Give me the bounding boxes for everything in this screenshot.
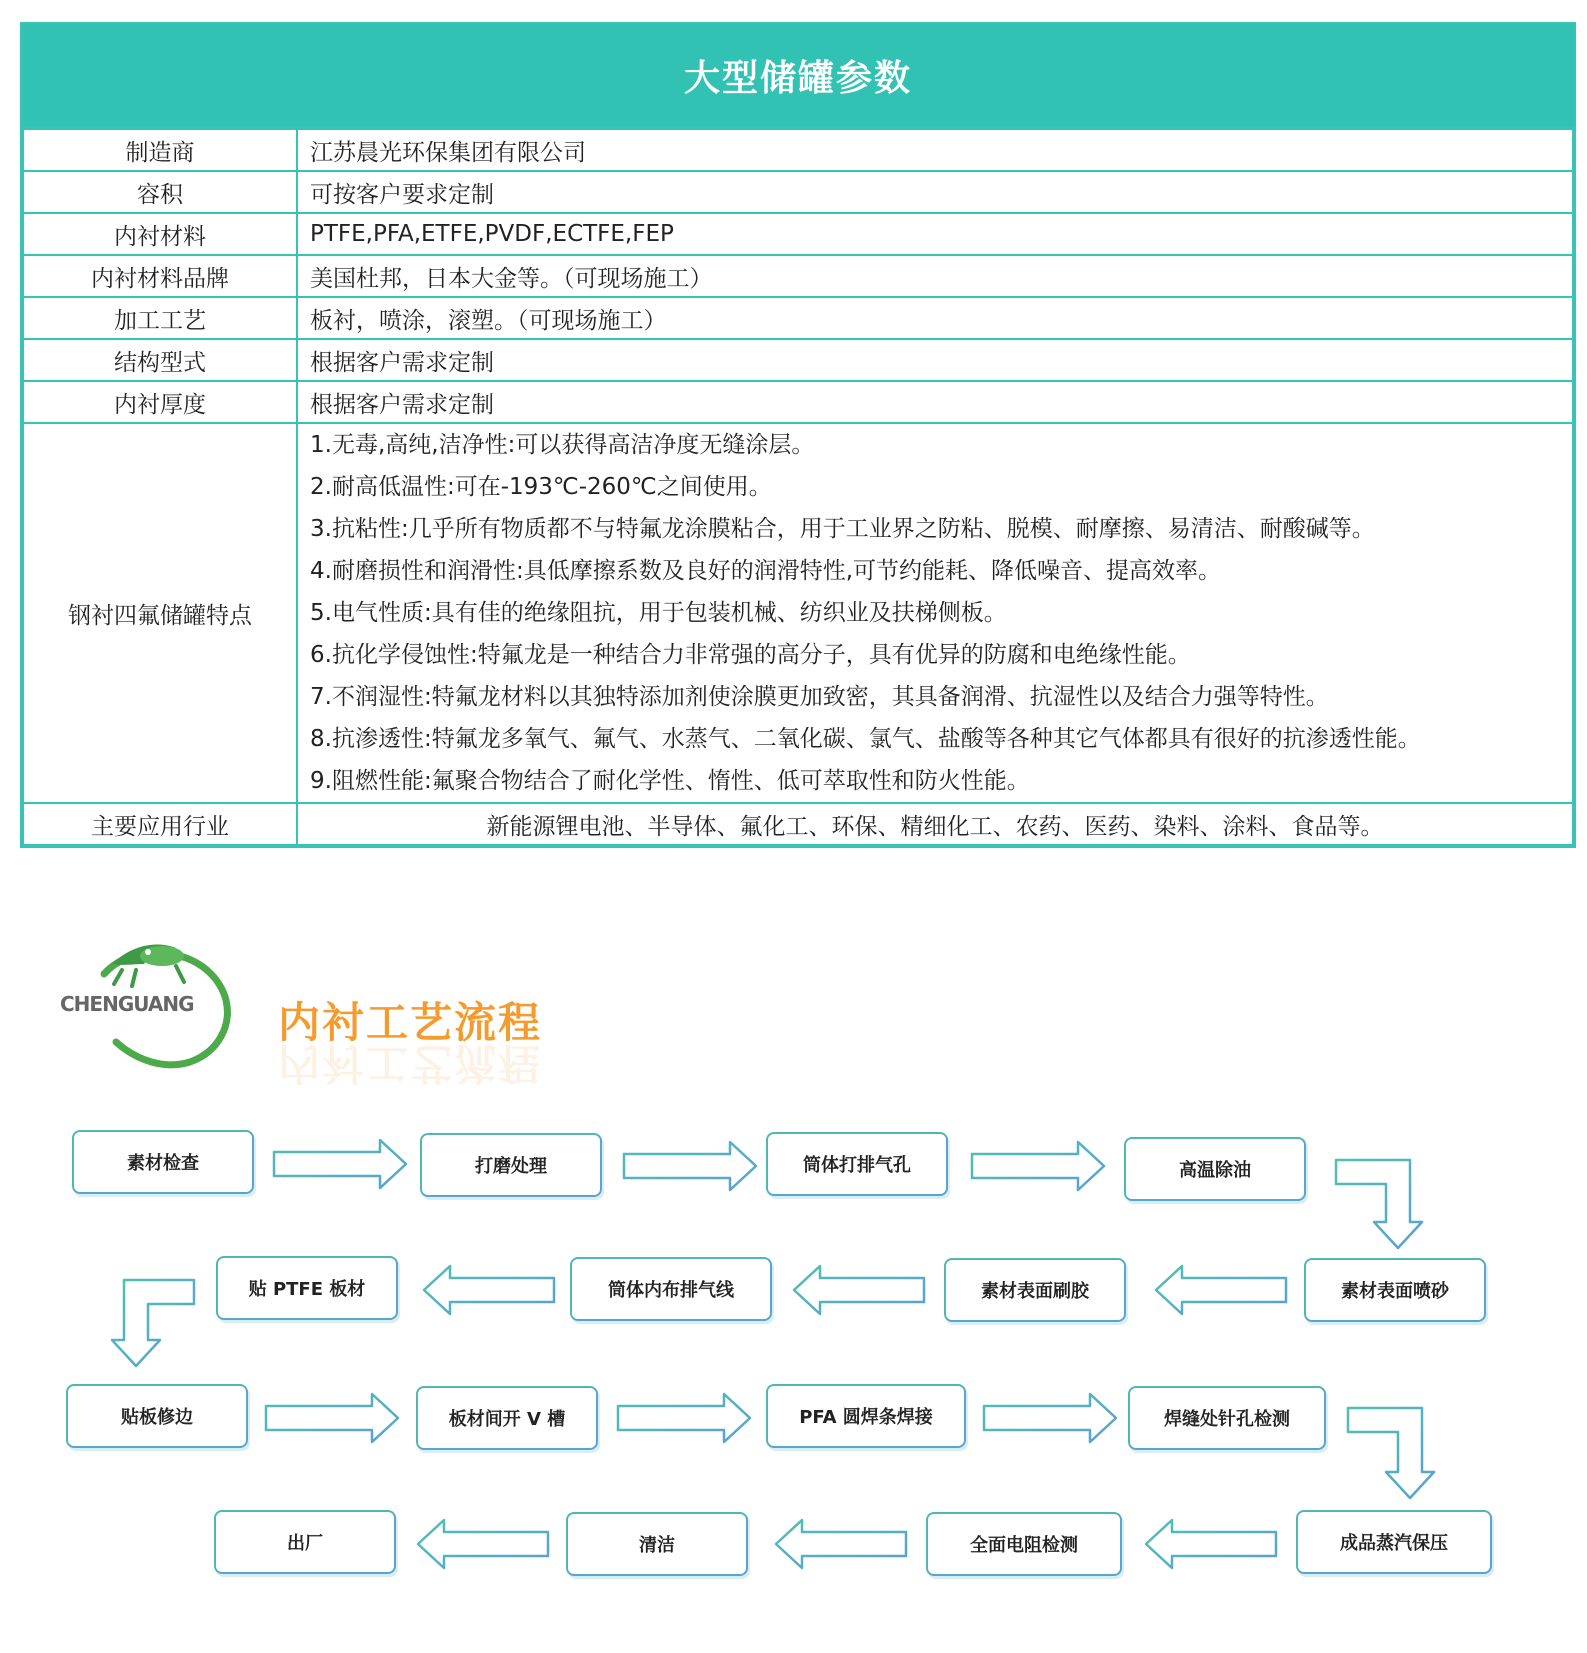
row-key: 制造商 xyxy=(23,129,297,172)
flow-step: 打磨处理 xyxy=(420,1133,602,1197)
arrow-left-icon xyxy=(424,1266,554,1314)
row-value: 根据客户需求定制 xyxy=(297,339,1573,381)
row-value: 根据客户需求定制 xyxy=(297,381,1573,423)
features-key: 钢衬四氟储罐特点 xyxy=(23,423,297,803)
row-key: 容积 xyxy=(23,171,297,213)
arrow-right-icon xyxy=(274,1140,406,1188)
feature-item: 6.抗化学侵蚀性:特氟龙是一种结合力非常强的高分子，具有优异的防腐和电绝缘性能。 xyxy=(310,642,1191,668)
feature-item: 4.耐磨损性和润滑性:具低摩擦系数及良好的润滑特性,可节约能耗、降低噪音、提高效率。 xyxy=(310,558,1222,584)
feature-item: 9.阻燃性能:氟聚合物结合了耐化学性、惰性、低可萃取性和防火性能。 xyxy=(310,768,1030,794)
arrow-down-icon xyxy=(112,1280,194,1366)
feature-item: 5.电气性质:具有佳的绝缘阻抗，用于包装机械、纺织业及扶梯侧板。 xyxy=(310,600,1007,626)
spec-table-title: 大型储罐参数 xyxy=(22,24,1574,127)
arrow-left-icon xyxy=(1146,1520,1276,1568)
flow-step: PFA 圆焊条焊接 xyxy=(766,1384,966,1448)
arrow-down-icon xyxy=(1348,1408,1434,1498)
arrow-left-icon xyxy=(776,1520,906,1568)
arrow-left-icon xyxy=(1156,1266,1286,1314)
row-key: 内衬厚度 xyxy=(23,381,297,423)
flow-step: 贴板修边 xyxy=(66,1384,248,1448)
row-value: 江苏晨光环保集团有限公司 xyxy=(297,129,1573,172)
flow-step: 筒体内布排气线 xyxy=(570,1257,772,1321)
feature-item: 1.无毒,高纯,洁净性:可以获得高洁净度无缝涂层。 xyxy=(310,432,815,458)
arrow-down-icon xyxy=(1336,1160,1422,1248)
flow-step: 板材间开 V 槽 xyxy=(416,1386,598,1450)
row-value: 可按客户要求定制 xyxy=(297,171,1573,213)
row-value: 美国杜邦，日本大金等。（可现场施工） xyxy=(297,255,1573,297)
feature-item: 3.抗粘性:几乎所有物质都不与特氟龙涂膜粘合，用于工业界之防粘、脱模、耐摩擦、易清洁、耐酸碱等。 xyxy=(310,516,1375,542)
arrow-left-icon xyxy=(418,1520,548,1568)
row-key: 内衬材料品牌 xyxy=(23,255,297,297)
feature-item: 7.不润湿性:特氟龙材料以其独特添加剂使涂膜更加致密，其具备润滑、抗湿性以及结合力强等特性。 xyxy=(310,684,1329,710)
flow-step: 素材表面喷砂 xyxy=(1304,1258,1486,1322)
industry-value: 新能源锂电池、半导体、氟化工、环保、精细化工、农药、医药、染料、涂料、食品等。 xyxy=(297,803,1573,845)
flow-step: 素材表面刷胶 xyxy=(944,1258,1126,1322)
row-value: 板衬，喷涂，滚塑。（可现场施工） xyxy=(297,297,1573,339)
feature-item: 8.抗渗透性:特氟龙多氧气、氟气、水蒸气、二氧化碳、氯气、盐酸等各种其它气体都具有很好的抗渗透性能。 xyxy=(310,726,1421,752)
arrow-right-icon xyxy=(972,1142,1104,1190)
flow-step: 素材检查 xyxy=(72,1130,254,1194)
flow-title-reflection: 内衬工艺流程 xyxy=(278,1039,543,1088)
flow-step: 贴 PTFE 板材 xyxy=(216,1256,398,1320)
logo-text: CHENGUANG xyxy=(60,992,194,1016)
flow-step: 成品蒸汽保压 xyxy=(1296,1510,1492,1574)
feature-item: 2.耐高低温性:可在-193℃-260℃之间使用。 xyxy=(310,474,772,500)
arrow-right-icon xyxy=(984,1394,1116,1442)
row-key: 加工工艺 xyxy=(23,297,297,339)
arrow-right-icon xyxy=(618,1394,750,1442)
flow-step: 出厂 xyxy=(214,1510,396,1574)
flow-step: 焊缝处针孔检测 xyxy=(1128,1386,1326,1450)
flow-step: 高温除油 xyxy=(1124,1137,1306,1201)
flow-step: 全面电阻检测 xyxy=(926,1512,1122,1576)
arrow-right-icon xyxy=(266,1394,398,1442)
row-key: 内衬材料 xyxy=(23,213,297,255)
flow-title: 内衬工艺流程 xyxy=(278,998,543,1047)
flow-step: 清洁 xyxy=(566,1512,748,1576)
arrow-right-icon xyxy=(624,1142,756,1190)
row-key: 结构型式 xyxy=(23,339,297,381)
flow-step: 筒体打排气孔 xyxy=(766,1132,948,1196)
arrow-left-icon xyxy=(794,1266,924,1314)
industry-key: 主要应用行业 xyxy=(23,803,297,845)
row-value: PTFE,PFA,ETFE,PVDF,ECTFE,FEP xyxy=(297,213,1573,255)
